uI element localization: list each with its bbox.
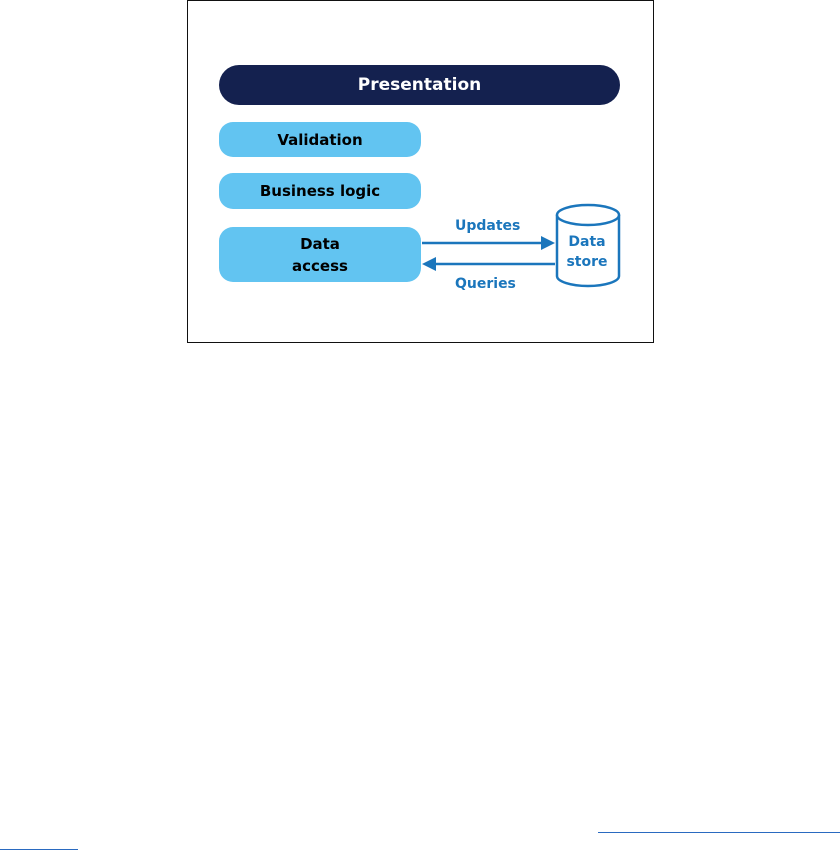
- queries-arrow-icon: [422, 257, 555, 271]
- data-store-label-line2: store: [566, 254, 608, 270]
- data-access-label-line2: access: [292, 256, 348, 275]
- link-underline-continued[interactable]: [0, 849, 78, 850]
- updates-label: Updates: [455, 218, 521, 234]
- data-store-label-line1: Data: [568, 234, 606, 250]
- link-underline[interactable]: [598, 832, 840, 833]
- validation-label: Validation: [277, 130, 363, 149]
- presentation-label: Presentation: [357, 75, 482, 95]
- business-logic-label: Business logic: [259, 182, 381, 200]
- queries-label: Queries: [455, 276, 516, 292]
- updates-arrow-icon: [422, 236, 555, 250]
- data-access-label-line1: Data: [300, 234, 340, 253]
- data-store-label: [554, 232, 620, 272]
